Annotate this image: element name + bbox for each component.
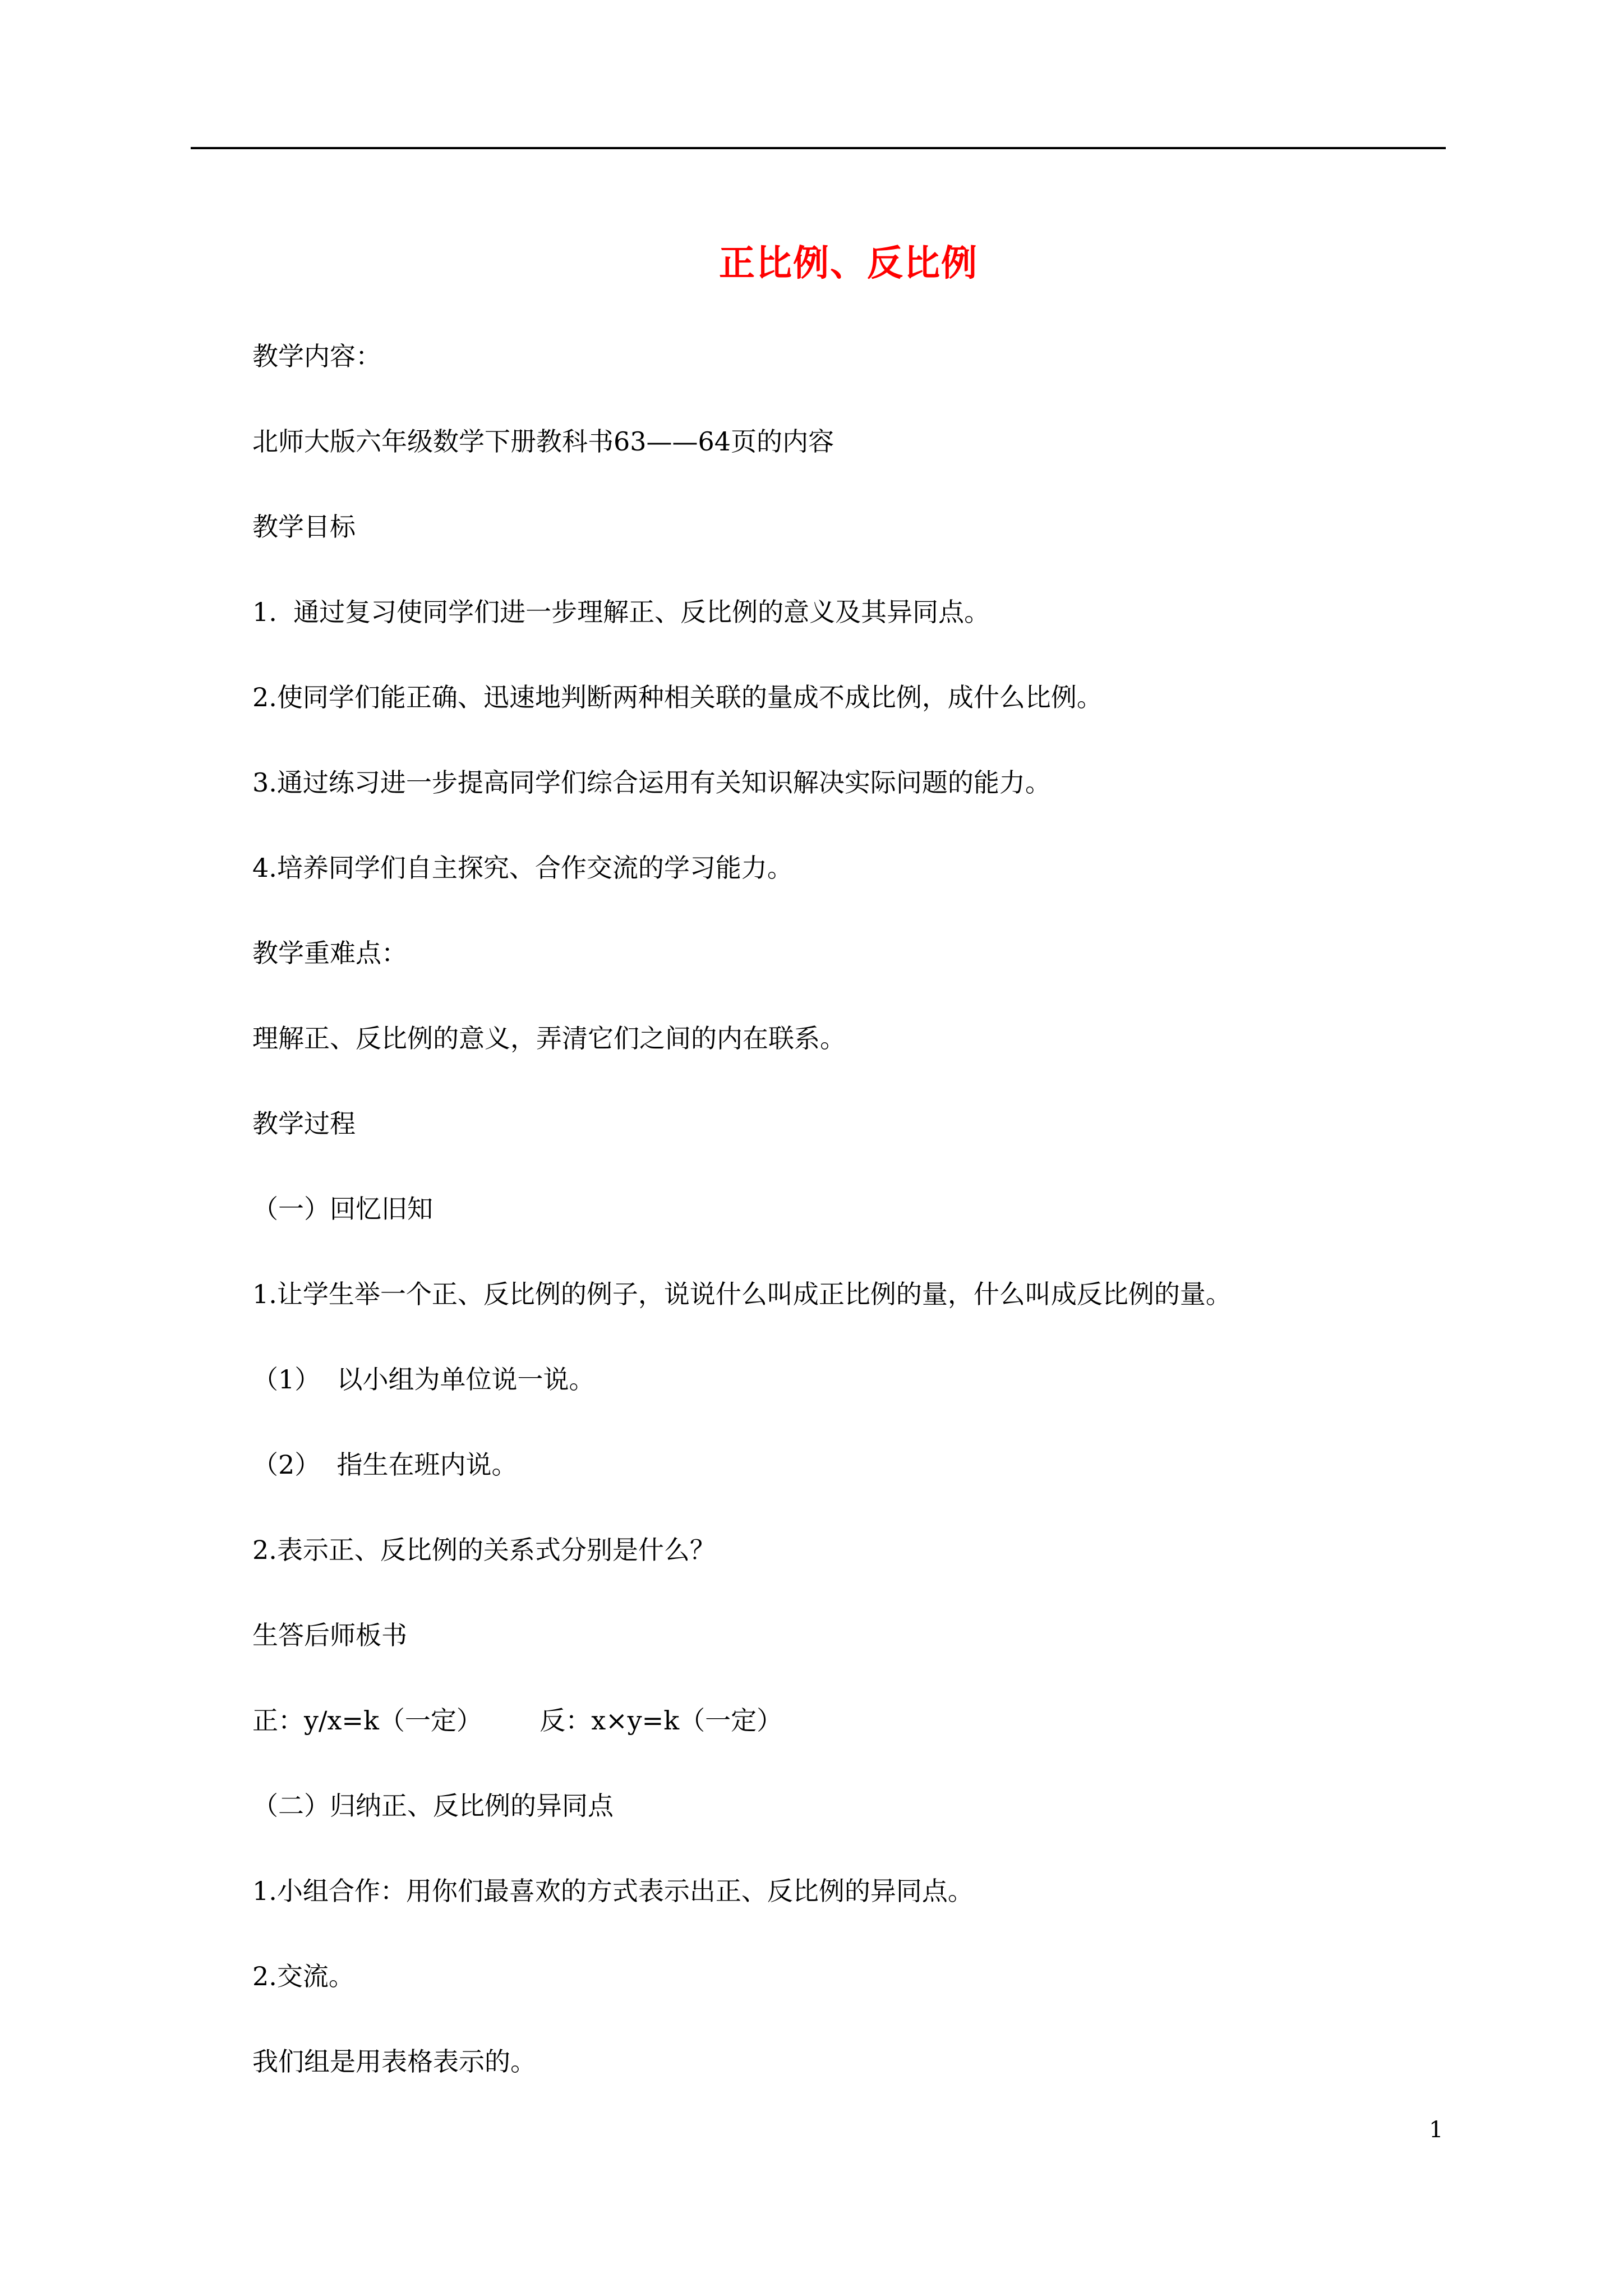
header-rule bbox=[191, 147, 1446, 149]
text-line: 教学重难点： bbox=[252, 938, 407, 968]
text-line: 1.让学生举一个正、反比例的例子，说说什么叫成正比例的量，什么叫成反比例的量。 bbox=[252, 1279, 1232, 1309]
text-line: 1.小组合作：用你们最喜欢的方式表示出正、反比例的异同点。 bbox=[252, 1876, 974, 1906]
text-line: （一）回忆旧知 bbox=[252, 1194, 433, 1224]
text-line: 理解正、反比例的意义，弄清它们之间的内在联系。 bbox=[252, 1023, 846, 1053]
text-line: 生答后师板书 bbox=[252, 1620, 407, 1650]
text-line: 2.表示正、反比例的关系式分别是什么？ bbox=[252, 1535, 716, 1565]
text-line: 4.培养同学们自主探究、合作交流的学习能力。 bbox=[252, 853, 793, 883]
text-line: 教学目标 bbox=[252, 512, 356, 542]
text-line: 北师大版六年级数学下册教科书63——64页的内容 bbox=[252, 426, 834, 457]
text-line: 我们组是用表格表示的。 bbox=[252, 2046, 536, 2077]
text-line: 3.通过练习进一步提高同学们综合运用有关知识解决实际问题的能力。 bbox=[252, 767, 1051, 798]
text-line: 教学内容： bbox=[252, 341, 381, 371]
text-line: （2） 指生在班内说。 bbox=[252, 1450, 518, 1480]
text-line: 教学过程 bbox=[252, 1108, 356, 1139]
text-line: 1. 通过复习使同学们进一步理解正、反比例的意义及其异同点。 bbox=[252, 597, 990, 627]
document-title: 正比例、反比例 bbox=[719, 242, 978, 284]
text-line: （1） 以小组为单位说一说。 bbox=[252, 1364, 595, 1395]
text-line: 2.使同学们能正确、迅速地判断两种相关联的量成不成比例，成什么比例。 bbox=[252, 682, 1103, 712]
text-line: （二）归纳正、反比例的异同点 bbox=[252, 1791, 614, 1821]
text-line: 2.交流。 bbox=[252, 1961, 354, 1991]
page-number: 1 bbox=[1429, 2117, 1444, 2143]
text-line: 正：y/x=k（一定） 反：x×y=k（一定） bbox=[252, 1705, 783, 1736]
